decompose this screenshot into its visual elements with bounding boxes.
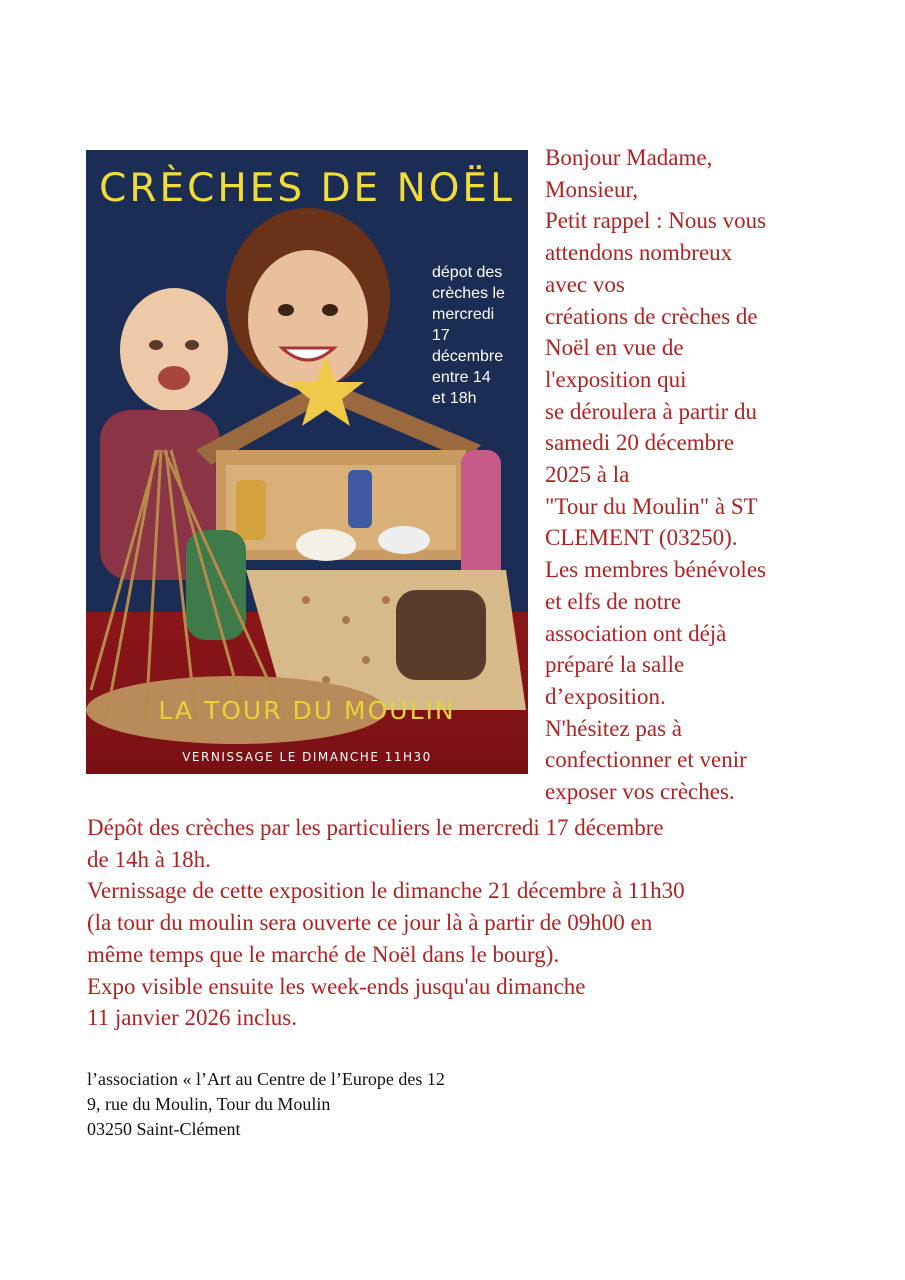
association-address: l’association « l’Art au Centre de l’Europe des 12 9, rue du Moulin, Tour du Moulin 03250 Saint-Clément <box>87 1069 445 1139</box>
poster-venue: LA TOUR DU MOULIN <box>158 696 456 725</box>
poster-image <box>86 150 528 774</box>
nativity-scene-illustration <box>86 150 528 774</box>
details-paragraph: Dépôt des crèches par les particuliers le mercredi 17 décembre de 14h à 18h. Vernissage de cette exposition le dimanche 21 décembre à 11h30 (la tour du moulin sera ouverte ce jour là à partir de 09h00 en même temps que le marché de Noël dans le bourg). Expo visible ensuite les week-ends jusqu'au dimanche 11 janvier 2026 inclus. <box>87 815 685 1031</box>
poster-vernissage: VERNISSAGE LE DIMANCHE 11H30 <box>182 750 432 764</box>
king-figure <box>396 590 486 680</box>
poster-title: CRÈCHES DE NOËL <box>99 166 515 211</box>
intro-paragraph: Bonjour Madame, Monsieur, Petit rappel : Nous vous attendons nombreux avec vos créations de crèches de Noël en vue de l'exposition qui se déroulera à partir du samedi 20 décembre 2025 à la "Tour du Moulin" à ST CLEMENT (03250). Les membres bénévoles et elfs de notre association ont déjà préparé la salle d’exposition. N'hésitez pas à confectionner et venir exposer vos crèches. <box>545 145 767 805</box>
shepherd-figure <box>461 450 501 590</box>
child-face <box>248 250 368 390</box>
baby-head <box>120 288 228 412</box>
poster-depot-info: dépot des crèches le mercredi 17 décembre entre 14 et 18h <box>432 264 505 407</box>
